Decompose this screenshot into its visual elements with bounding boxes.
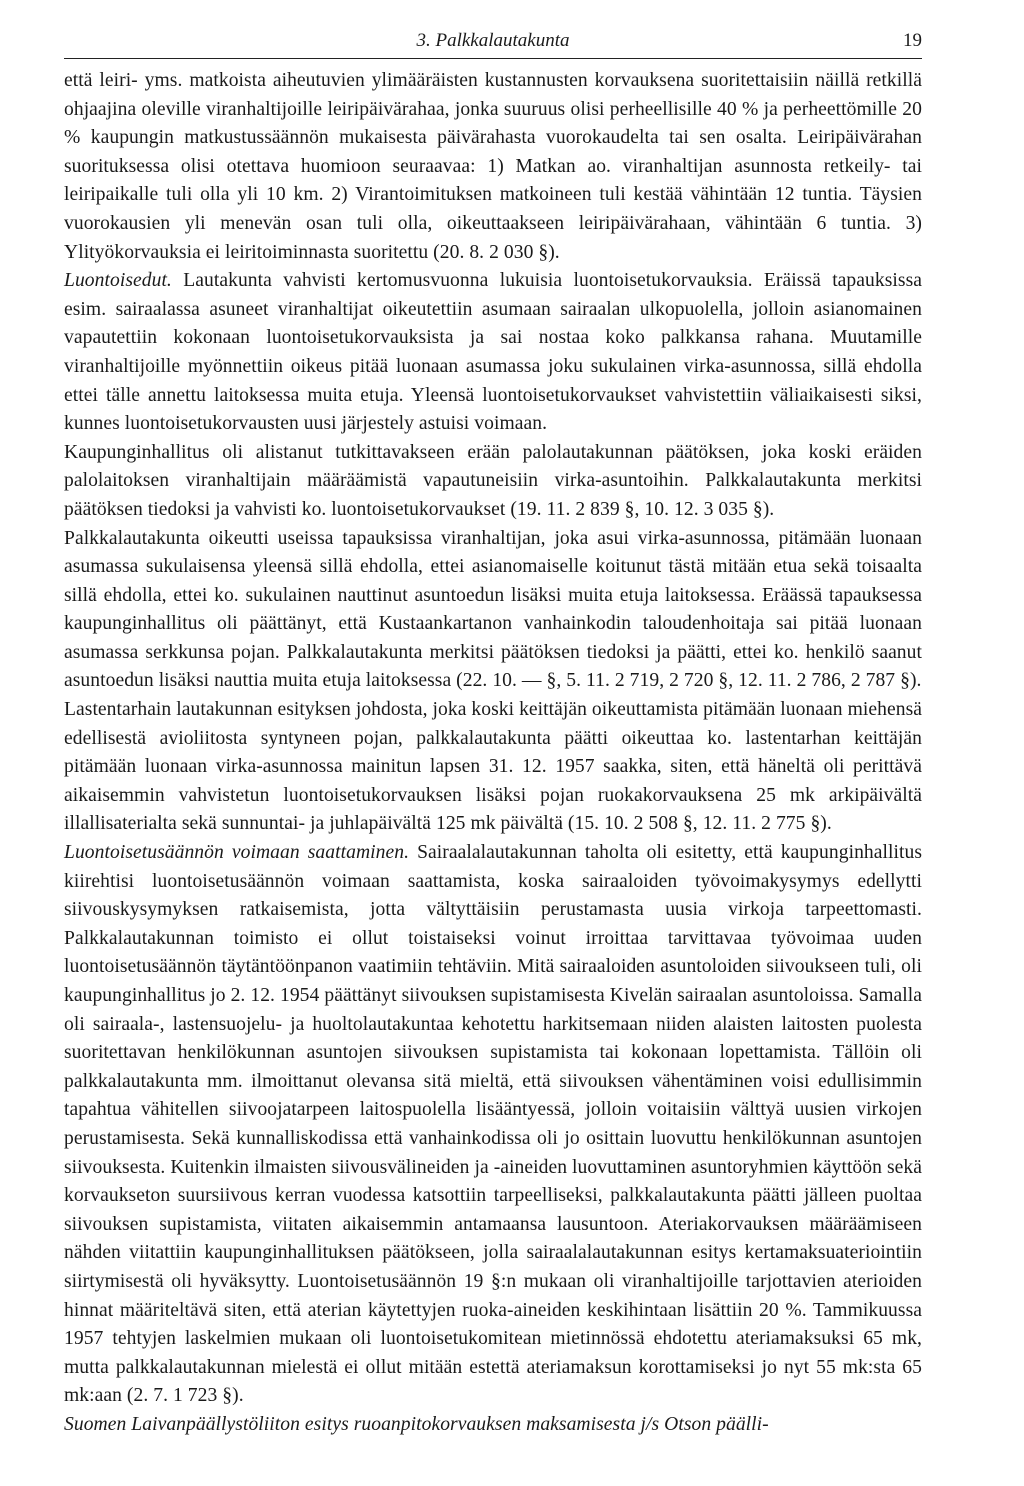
paragraph <box>64 525 922 697</box>
header-rule <box>64 58 922 59</box>
running-title: 3. Palkkalautakunta <box>416 30 570 51</box>
running-head <box>64 28 922 58</box>
paragraph <box>64 67 922 267</box>
paragraph-text: Kaupunginhallitus oli alistanut tutkittavakseen erään palolautakunnan päätöksen, joka koski eräiden palolaitoksen viranhaltijain määräämistä vapautuneisiin virka-asuntoihin. Palkkalautakunta merkitsi päätöksen tiedoksi ja vahvisti ko. luontoisetukorvaukset (19. 11. 2 839 §, 10. 12. 3 035 §). <box>64 441 922 520</box>
paragraph <box>64 439 922 525</box>
body-text <box>64 67 922 1440</box>
paragraph-text: Palkkalautakunta oikeutti useissa tapauksissa viranhaltijan, joka asui virka-asunnossa, pitämään luonaan asumassa sukulaisensa yleensä sillä ehdolla, ettei asianomaiselle koitunut tästä mitään etua sekä toisaalta sillä ehdolla, ettei ko. sukulainen nauttinut asuntoedun lisäksi muita etuja laitoksessa. Eräässä tapauksessa kaupunginhallitus oli päättänyt, että Kustaankartanon vanhainkodin taloudenhoitaja sai pitää luonaan asumassa serkkunsa pojan. Palkkalautakunta merkitsi päätöksen tiedoksi ja päätti, ettei ko. henkilö saanut asuntoedun lisäksi nauttia muita etuja laitoksessa (22. 10. — §, 5. 11. 2 719, 2 720 §, 12. 11. 2 786, 2 787 §). <box>64 527 922 692</box>
page <box>64 28 922 1440</box>
paragraph <box>64 839 922 1411</box>
paragraph <box>64 267 922 439</box>
paragraph-text: että leiri- yms. matkoista aiheutuvien ylimääräisten kustannusten korvauksena suoritettaisiin näillä retkillä ohjaajina oleville viranhaltijoille leiripäivärahaa, jonka suuruus olisi perheellisille 40 % ja perheettömille 20 % kaupungin matkustussäännön mukaisesta päivärahasta vuorokaudelta tai sen osalta. Leiripäivärahan suorituksessa olisi otettava huomioon seuraavaa: 1) Matkan ao. viranhaltijan asunnosta retkeily- tai leiripaikalle tuli olla yli 10 km. 2) Virantoimituksen matkoineen tuli kestää vähintään 12 tuntia. Täysien vuorokausien yli menevän osan tuli olla, oikeuttaakseen leiripäivärahaan, vähintään 6 tuntia. 3) Ylityökorvauksia ei leiritoiminnasta suoritettu (20. 8. 2 030 §). <box>64 70 922 263</box>
page-number: 19 <box>903 30 922 51</box>
paragraph-text: Sairaalalautakunnan taholta oli esitetty, että kaupunginhallitus kiirehtisi luontoisetusäännön voimaan saattamista, koska sairaaloiden työvoimakysymys edellytti siivouskysymyksen ratkaisemista, jotta vältyttäisiin perustamasta uusia virkoja tarpeettomasti. Palkkalautakunnan toimisto ei ollut toistaiseksi voinut irroittaa tarvittavaa työvoimaa uuden luontoisetusäännön täytäntöönpanon vaatimiin tehtäviin. Mitä sairaaloiden asuntoloiden siivoukseen tuli, oli kaupunginhallitus jo 2. 12. 1954 päättänyt siivouksen supistamisesta Kivelän sairaalan asuntoloissa. Samalla oli sairaala-, lastensuojelu- ja huoltolautakuntaa kehotettu harkitsemaan niiden alaisten laitosten puolesta suoritettavan henkilökunnan asuntojen siivouksen supistamista tai kokonaan lopettamista. Tällöin oli palkkalautakunta mm. ilmoittanut olevansa sitä mieltä, että siivouksen vähentäminen voisi edullisimmin tapahtua vähitellen siivoojatarpeen laitospuolella lisääntyessä, jolloin voitaisiin välttyä uusien virkojen perustamisesta. Sekä kunnalliskodissa että vanhainkodissa oli jo osittain luovuttu henkilökunnan asuntojen siivouksesta. Kuitenkin ilmaisten siivousvälineiden ja -aineiden luovuttaminen asuntoryhmien käyttöön sekä korvaukseton suursiivous kerran vuodessa katsottiin tarpeelliseksi, palkkalautakunta päätti jälleen puoltaa siivouksen supistamista, viitaten aikaisemmin antamaansa lausuntoon. Ateriakorvauksen määräämiseen nähden viitattiin kaupunginhallituksen päätökseen, jolla sairaalalautakunnan esitys kertamaksuateriointiin siirtymisestä oli hyväksytty. Luontoisetusäännön 19 §:n mukaan oli viranhaltijoille tarjottavien aterioiden hinnat määriteltävä siten, että aterian käytettyjen ruoka-aineiden keskihintaan lisättiin 20 %. Tammikuussa 1957 tehtyjen laskelmien mukaan oli luontoisetukomitean mietinnössä ehdotettu ateriamaksuksi 65 mk, mutta palkkalautakunnan mielestä ei ollut mitään estettä ateriamaksun korottamiseksi jo nyt 55 mk:sta 65 mk:aan (2. 7. 1 723 §). <box>64 842 923 1407</box>
paragraph-heading: Luontoisedut. <box>64 270 172 292</box>
paragraph <box>64 696 922 839</box>
paragraph-heading: Suomen Laivanpäällystöliiton esitys ruoanpitokorvauksen maksamisesta j/s Otson päälli- <box>64 1413 769 1435</box>
paragraph-heading: Luontoisetusäännön voimaan saattaminen. <box>64 842 410 864</box>
paragraph-text: Lastentarhain lautakunnan esityksen johdosta, joka koski keittäjän oikeuttamista pitämään luonaan miehensä edellisestä avioliitosta syntyneen pojan, palkkalautakunta päätti oikeuttaa ko. lastentarhan keittäjän pitämään luonaan virka-asunnossa mainitun lapsen 31. 12. 1957 saakka, siten, että häneltä oli perittävä aikaisemmin vahvistetun luontoisetukorvauksen lisäksi pojan ruokakorvauksena 25 mk arkipäivältä illallisaterialta sekä sunnuntai- ja juhlapäivältä 125 mk päivältä (15. 10. 2 508 §, 12. 11. 2 775 §). <box>64 699 922 835</box>
paragraph <box>64 1411 922 1440</box>
paragraph-text: Lautakunta vahvisti kertomusvuonna lukuisia luontoisetukorvauksia. Eräissä tapauksissa esim. sairaalassa asuneet viranhaltijat oikeutettiin asumaan sairaalan ulkopuolella, jolloin asianomainen vapautettiin kokonaan luontoisetukorvauksista ja sai nostaa koko palkkansa rahana. Muutamille viranhaltijoille myönnettiin oikeus pitää luonaan asumassa joku sukulainen virka-asunnossa, sillä ehdolla ettei tälle annettu laitoksessa muita etuja. Yleensä luontoisetukorvaukset vahvistettiin väliaikaisesti siksi, kunnes luontoisetukorvausten uusi järjestely astuisi voimaan. <box>64 270 922 435</box>
